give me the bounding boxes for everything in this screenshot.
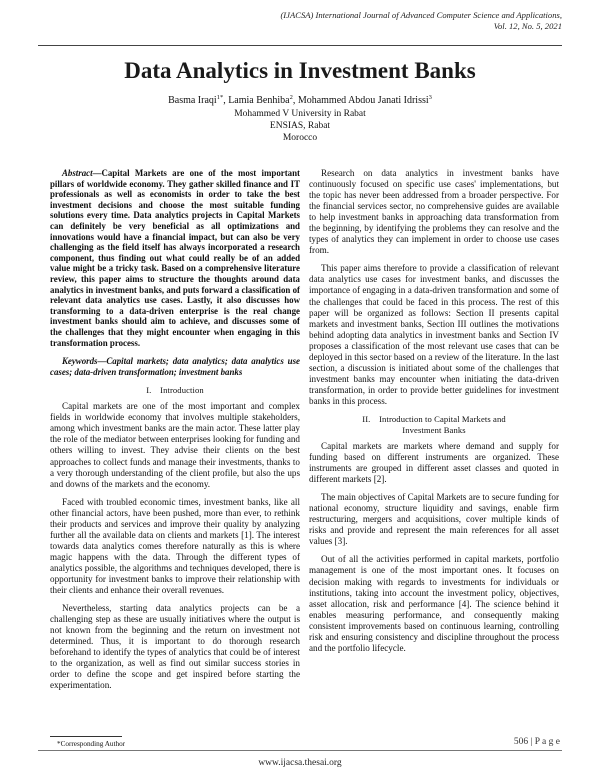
keywords — [50, 356, 300, 377]
journal-header — [202, 10, 562, 32]
section-1-paragraph-5: This paper aims therefore to provide a classification of relevant data analytics use cases for investment banks, and discusses the importance of engaging in a data-driven transformation and some of the challenges that could be faced in this process. The rest of this paper will be organized as follows: Section II presents capital markets and investment banks, Section III outlines the motivations behind adopting data analytics in investment banks and Section IV proposes a classification of the most relevant use cases that can be deployed in this sector based on a review of the literature. In the last section, a discussion is initiated about some of the challenges that investment banks may encounter when initiating the data-driven transformation, in order to provide better guidelines for investment banks in this process. — [309, 263, 559, 406]
author-2-mark: 2 — [289, 94, 293, 101]
author-separator: , — [223, 95, 229, 106]
section-1-heading: I. Introduction — [146, 385, 204, 396]
author-1-mark: 1* — [216, 94, 224, 101]
author-list — [0, 95, 600, 107]
section-1-paragraph-2: Faced with troubled economic times, investment banks, like all other financial actors, have been pushed, more than ever, to rethink their products and services and improve their quality by analyzing further all the available data on clients and markets [1]. The interest towards data analytics comes therefore naturally as this is where magic happens with the data. Through the different types of analytics possible, the algorithms and techniques developed, there is opportunity for investment banks to improve their relationship with their clients and enhance their overall revenues. — [50, 496, 300, 596]
header-divider — [38, 45, 562, 46]
journal-volume: Vol. 12, No. 5, 2021 — [493, 21, 562, 31]
right-column — [309, 168, 559, 661]
author-1: Basma Iraqi — [168, 95, 217, 106]
affiliation-university: Mohammed V University in Rabat — [234, 109, 366, 119]
section-2-heading — [309, 414, 559, 436]
affiliation-country: Morocco — [282, 133, 318, 143]
section-2-heading-line-1: II. Introduction to Capital Markets and — [362, 413, 506, 424]
section-2-heading-line-2: Investment Banks — [402, 424, 466, 435]
author-3-mark: 3 — [428, 94, 432, 101]
section-1-paragraph-1: Capital markets are one of the most important and complex fields in worldwide economy that involves multiple stakeholders, among which investment banks are the main actor. These latter play the role of the mediator between enterprises looking for funding and others willing to invest. They advise their clients on the best approaches to collect funds and manage their investments, thanks to a very thorough understanding of the client profile, but also the ups and downs of the markets and the economy. — [50, 401, 300, 489]
journal-website: www.ijacsa.thesai.org — [258, 758, 342, 768]
abstract-text: Capital Markets are one of the most important pillars of worldwide economy. They gather skilled finance and IT professionals as well as economists in order to take the best investment decisions and choose the most suitable funding solutions every time. Data analytics projects in Capital Markets can definitely be very beneficial as all optimizations and innovations would have a financial impact, but can also be very challenging as the field itself has always incorporated a research component, thus finding out what could really be of an added value might be a tricky task. Based on a comprehensive literature review, this paper aims to structure the thoughts around data analytics in investment banks, and puts forward a classification of relevant data analytics use cases. Lastly, it also discusses how transforming to a data-driven enterprise is the real change investment banks should aim to achieve, and discusses some of the challenges that they might encounter when engaging in this transformation process. — [50, 168, 300, 348]
affiliation-school: ENSIAS, Rabat — [269, 121, 331, 131]
keywords-label: Keywords — [62, 356, 98, 367]
section-2-paragraph-2: The main objectives of Capital Markets are to secure funding for national economy, structure liquidity and savings, enable firm restructuring, mergers and acquisitions, cover multiple kinds of risks and provide and represent the main references for all asset values [3]. — [309, 492, 559, 547]
abstract-label: Abstract — [62, 168, 93, 178]
footnote-divider — [50, 736, 122, 737]
footer-divider — [38, 750, 562, 751]
section-1-paragraph-3: Nevertheless, starting data analytics projects can be a challenging step as these are usually initiatives where the output is not known from the beginning and the return on investment not determined. Thus, it is important to do thorough research beforehand to identify the types of analytics that could be of interest to the organization, as well as find out similar success stories in order to define the scope and get inspired before starting the experimentation. — [50, 603, 300, 691]
corresponding-author-footnote: *Corresponding Author — [57, 740, 126, 748]
keywords-dash: — — [97, 356, 107, 367]
author-separator: , — [292, 95, 298, 106]
author-3: Mohammed Abdou Janati Idrissi — [297, 95, 429, 106]
abstract-dash: — — [92, 168, 102, 178]
abstract — [50, 168, 300, 348]
author-2: Lamia Benhiba — [228, 95, 290, 106]
section-2-paragraph-1: Capital markets are markets where demand and supply for funding based on different instruments are organized. These instruments are grouped in different asset classes and quoted in different markets [2]. — [309, 440, 559, 485]
section-1-paragraph-4: Research on data analytics in investment banks have continuously focused on specific use cases' implementations, but the topic has never been addressed from a broader perspective. For the financial services sector, no comprehensive guides are available to help investment banks in approaching data transformation from the beginning, by identifying the problems they can resolve and the types of analytics they can implement in order to choose use cases from. — [309, 168, 559, 256]
page-number: 506 | P a g e — [513, 737, 560, 747]
left-column — [50, 168, 300, 698]
keywords-text: Capital markets; data analytics; data analytics use cases; data-driven transformation; investment banks — [50, 356, 300, 377]
paper-title: Data Analytics in Investment Banks — [124, 58, 476, 83]
journal-name: (IJACSA) International Journal of Advanced Computer Science and Applications, — [280, 10, 562, 20]
section-2-paragraph-3: Out of all the activities performed in capital markets, portfolio management is one of the most important ones. It focuses on decision making with regards to investments for individuals or institutions, taking into account the investment policy, objectives, asset allocation, risk and performance [4]. The science behind it enables measuring performance, and consequently making consistent improvements based on continuous learning, controlling risk and ensuring consistency and discipline throughout the process and the portfolio lifecycle. — [309, 554, 559, 653]
